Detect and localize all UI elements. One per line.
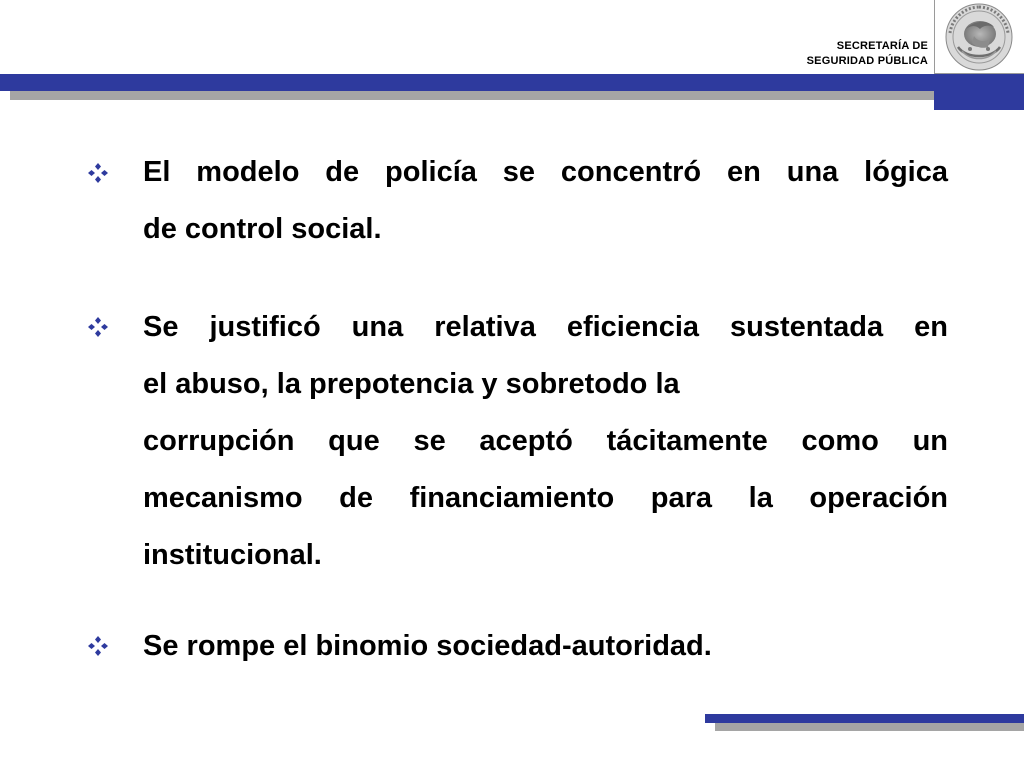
ministry-line-1: SECRETARÍA DE	[836, 40, 928, 52]
bullet-text-1	[143, 144, 948, 258]
bullet-2-line-2: el abuso, la prepotencia y sobretodo la	[143, 368, 680, 400]
bullet-1-line-2: de control social.	[143, 213, 382, 245]
ministry-line-2: SEGURIDAD PÚBLICA	[806, 55, 928, 67]
bullet-2-line-1: Se justificó una relativa eficiencia sustentada en	[143, 311, 948, 343]
bullet-text-3	[143, 618, 948, 675]
bullet-2-line-4: mecanismo de financiamiento para la operación	[143, 482, 948, 514]
bullet-1-line-1: El modelo de policía se concentró en una lógica	[143, 156, 948, 188]
four-diamond-bullet-icon	[86, 161, 110, 185]
bullet-2-line-3: corrupción que se aceptó tácitamente como un	[143, 425, 948, 457]
four-diamond-bullet-icon	[86, 634, 110, 658]
header-blue-rule	[0, 74, 934, 91]
footer-grey-rule	[715, 723, 1024, 731]
bullet-3-line-1: Se rompe el binomio sociedad-autoridad.	[143, 630, 712, 662]
footer-blue-rule	[705, 714, 1024, 723]
header-grey-rule	[10, 91, 934, 100]
bullet-2-line-5: institucional.	[143, 539, 322, 571]
bullet-text-2	[143, 299, 948, 584]
four-diamond-bullet-icon	[86, 315, 110, 339]
seal-frame	[934, 0, 1024, 74]
seal-blue-block	[934, 74, 1024, 110]
ministry-label	[807, 39, 928, 69]
coat-of-arms-seal-icon	[944, 3, 1014, 71]
